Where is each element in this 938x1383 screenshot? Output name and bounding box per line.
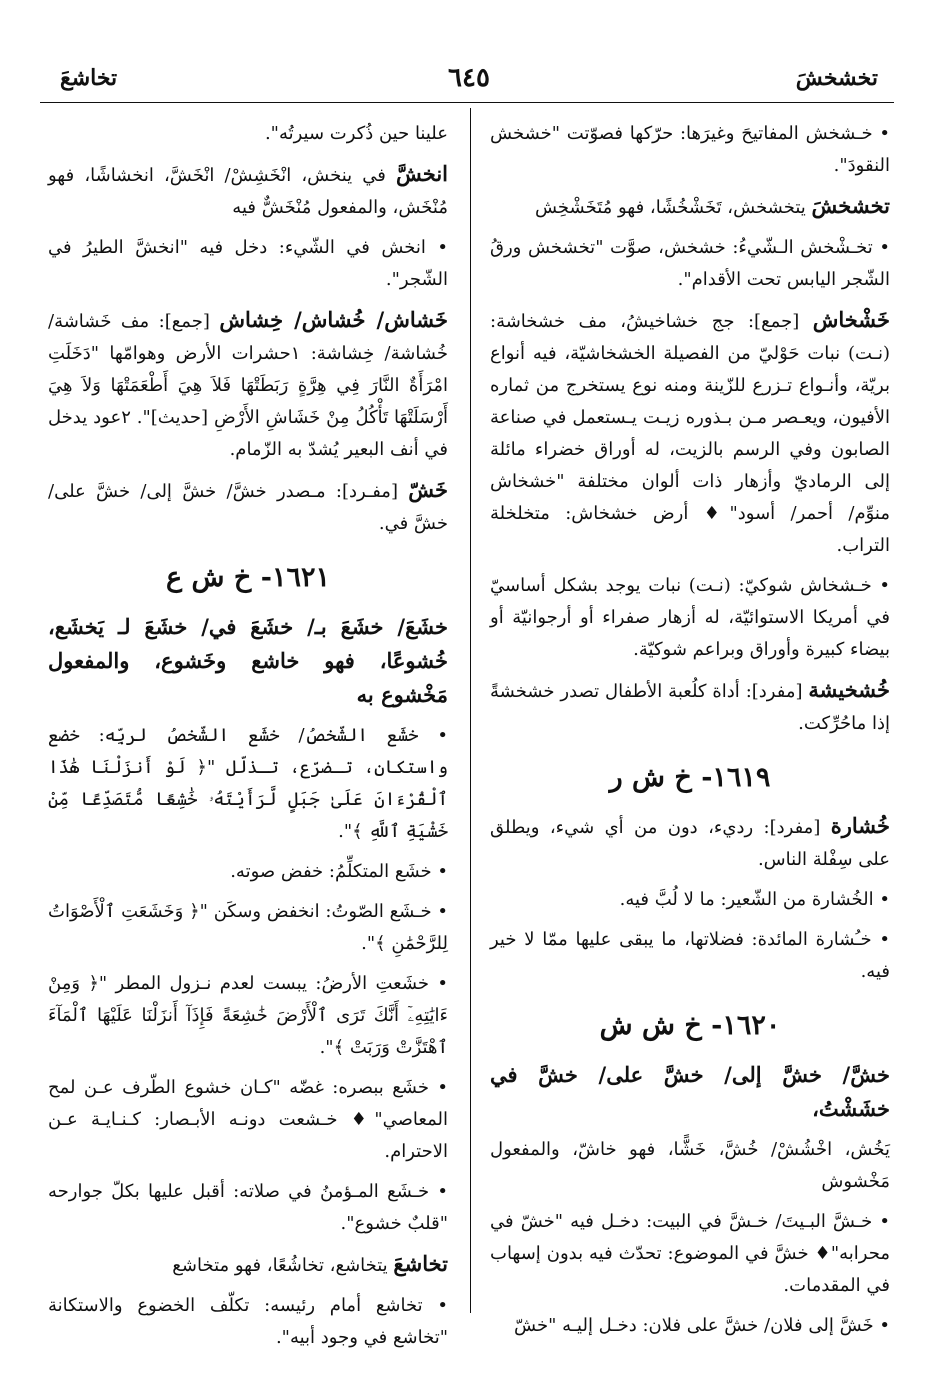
entry-text: [جمع]: مف خَشاشة/ خُشاشة/ خِشاشة: ١حشرات الأرض وهوامّها "دَخَلَتِ امْرَأَةٌ النَّارَ فِي هِرَّةٍ رَبَطَتْهَا فَلاَ هِيَ أَطْعَمَتْهَا وَلاَ هِيَ أَرْسَلَتْهَا تَأْكُلُ مِنْ خَشَاشِ الأَرْضِ [حديث]". ٢عود يدخل في أنف البعير يُشدّ به الزّمام.	[48, 311, 448, 460]
headword: تخاشعَ	[393, 1251, 448, 1276]
sense-paragraph: • خـشَع المـؤمنُ في صلاته: أقبل عليها بكلّ جوارحه "قلبٌ خشوع".	[48, 1181, 448, 1234]
page-number: ٦٤٥	[448, 63, 490, 93]
root-heading: ١٦٢١- خ ش ع	[166, 562, 330, 593]
sense-paragraph: • خـشخاش شوكيّ: (نـت) نبات يوجد بشكل أساسيّ في أمريكا الاستوائيّة، له أزهار صفراء أو أرجوانيّة أو بيضاء كبيرة وأوراق وبراعم شوكيّة.	[490, 575, 890, 660]
verb-forms-line: خشَعَ/ خشَعَ بـ/ خشَعَ في/ خشَعَ لـ يَخشَع، خُشوعًا، فهو خاشع وخَشوع، والمفعول مَخْشوع به	[48, 614, 448, 707]
entry-text: يتخاشع، تخاشُعًا، فهو متخاشع	[172, 1255, 394, 1276]
right-column	[490, 118, 890, 1350]
entry-paragraph	[48, 474, 448, 540]
page-header	[60, 58, 878, 98]
entry-paragraph	[48, 1248, 448, 1282]
verb-forms-line: خشَّ/ خشَّ إلى/ خشَّ على/ خشَّ في خشَشْتُ،	[490, 1062, 890, 1121]
sense-paragraph: • تخـشْخش الـشّيءُ: خشخش، صوَّت "تخشخش ورقُ الشّجر اليابس تحت الأقدام".	[490, 237, 890, 290]
sense-paragraph: • خـشَع الصّوتُ: انخفض وسكَن "﴿ وَخَشَعَتِ ٱلْأَصْوَاتُ لِلرَّحْمَٰنِ ﴾".	[48, 901, 448, 954]
sense-paragraph: علينا حين ذُكرت سيرتُه".	[264, 123, 448, 144]
sense-paragraph: • خشَعتِ الأرضُ: يبست لعدم نـزول المطر "﴿ وَمِنْ ءَايَٰتِهِۦٓ أَنَّكَ تَرَى ٱلْأَرْضَ خَٰشِعَةً فَإِذَآ أَنزَلْنَا عَلَيْهَا ٱلْمَآءَ ٱهْتَزَّتْ وَرَبَتْ ﴾".	[48, 973, 448, 1058]
root-heading: ١٦٢٠- خ ش ش	[599, 1010, 781, 1041]
header-rule	[40, 102, 894, 103]
headword: خُشارة	[830, 813, 890, 838]
entry-paragraph	[48, 158, 448, 224]
entry-text: [مفرد]: أداة كلُعبة الأطفال تصدر خشخشةً إذا ماحُرِّكت.	[490, 681, 890, 734]
running-head-left: تخاشعَ	[60, 65, 118, 91]
sense-paragraph: • تخاشع أمام رئيسه: تكلّف الخضوع والاستكانة "تخاشع في وجود أبيه".	[48, 1295, 448, 1348]
running-head-right: تخشخشَ	[795, 65, 878, 91]
sense-paragraph: • خَشَّ إلى فلان/ خشَّ على فلان: دخـل إليـه "خشّ	[514, 1315, 890, 1336]
entry-paragraph	[490, 674, 890, 740]
column-divider	[470, 108, 471, 1313]
headword: خَشاش/ خُشاش/ خِشاش	[219, 307, 448, 332]
headword: خَشّ	[408, 477, 448, 502]
sense-paragraph: • الخُشارة من الشّعير: ما لا لُبَّ فيه.	[619, 889, 890, 910]
sense-paragraph: • خـشَّ البـيتَ/ خـشَّ في البيت: دخـل فيه "خشّ في محرابه"♦ خشَّ في الموضوع: تحدّث فيه بدون إسهاب في المقدمات.	[490, 1211, 890, 1296]
root-heading: ١٦١٩- خ ش ر	[609, 762, 771, 793]
entry-text: يتخشخش، تَخَشْخُشًا، فهو مُتَخَشْخِش	[534, 197, 812, 218]
sense-paragraph: • خشَع ببصره: غضّه "كـان خشوع الطّرف عـن لمح المعاصي"♦ خـشعت دونـه الأبـصار: كـنـايـة عـن الاحترام.	[48, 1077, 448, 1162]
sense-paragraph: • خـشخش المفاتيحَ وغيرَها: حرّكها فصوّتت "خشخش النقودَ".	[490, 123, 890, 176]
headword: انخشَّ	[395, 161, 448, 186]
entry-paragraph	[48, 304, 448, 466]
sense-paragraph: • انخش في الشّيء: دخل فيه "انخشَّ الطيرُ في الشّجر".	[48, 237, 448, 290]
sense-paragraph: يَخُش، اخْشُشْ/ خُشَّ، خَشًّا، فهو خاشّ، والمفعول مَخْشوش	[490, 1139, 890, 1192]
entry-text: في ينخش، انْخَشِشْ/ انْخَشَّ، انخشاشًا، فهو مُنْخَش، والمفعول مُنْخَشٌّ فيه	[48, 165, 448, 218]
headword: خُشخيشة	[808, 677, 890, 702]
entry-text: [مفرد]: رديء، دون من أي شيء، ويطلق على سِفْلة الناس.	[490, 817, 890, 870]
headword: تخشخشَ	[811, 193, 890, 218]
sense-paragraph: • خـُشارة المائدة: فضلاتها، ما يبقى عليها ممّا لا خير فيه.	[490, 929, 890, 982]
left-column	[48, 118, 448, 1362]
sense-paragraph: • خشَع الشّخصُ/ خشَع الشّخصُ لربِّه: خضع واستكان، تـضرّع، تـذلّل "﴿ لَوْ أَنزَلْنَا هَٰذَا ٱلْقُرْءَانَ عَلَىٰ جَبَلٍ لَّرَأَيْتَهُۥ خَٰشِعًا مُّتَصَدِّعًا مِّنْ خَشْيَةِ ٱللَّهِ ﴾".	[48, 725, 448, 842]
entry-paragraph	[490, 190, 890, 224]
entry-paragraph	[490, 304, 890, 562]
entry-paragraph	[490, 810, 890, 876]
entry-text: [جمع]: جج خشاخيشُ، مف خشخاشة: (نـت) نبات حَوْليّ من الفصيلة الخشخاشيّة، فيه أنواع بريّة، وأنـواع تـزرع للزّينة ومنه نوع يستخرج من ثماره الأفيون، ويعـصر مـن بـذوره زيـت يـستعمل في صناعة الصابون وفي الرسم بالزيت، له أوراق خضراء مائلة إلى الرماديّ وأزهار ذات ألوان مختلفة "خشخاش منوِّم/ أحمر/ أسود"♦ أرض خشخاش: متخلخلة التراب.	[490, 311, 890, 556]
sense-paragraph: • خشَع المتكلِّمُ: خفض صوته.	[230, 861, 448, 882]
entry-text: [مفـرد]: مـصدر خشَّ/ خشَّ إلى/ خشَّ على/ خشَّ في.	[48, 481, 448, 534]
headword: خَشْخاش	[812, 307, 890, 332]
